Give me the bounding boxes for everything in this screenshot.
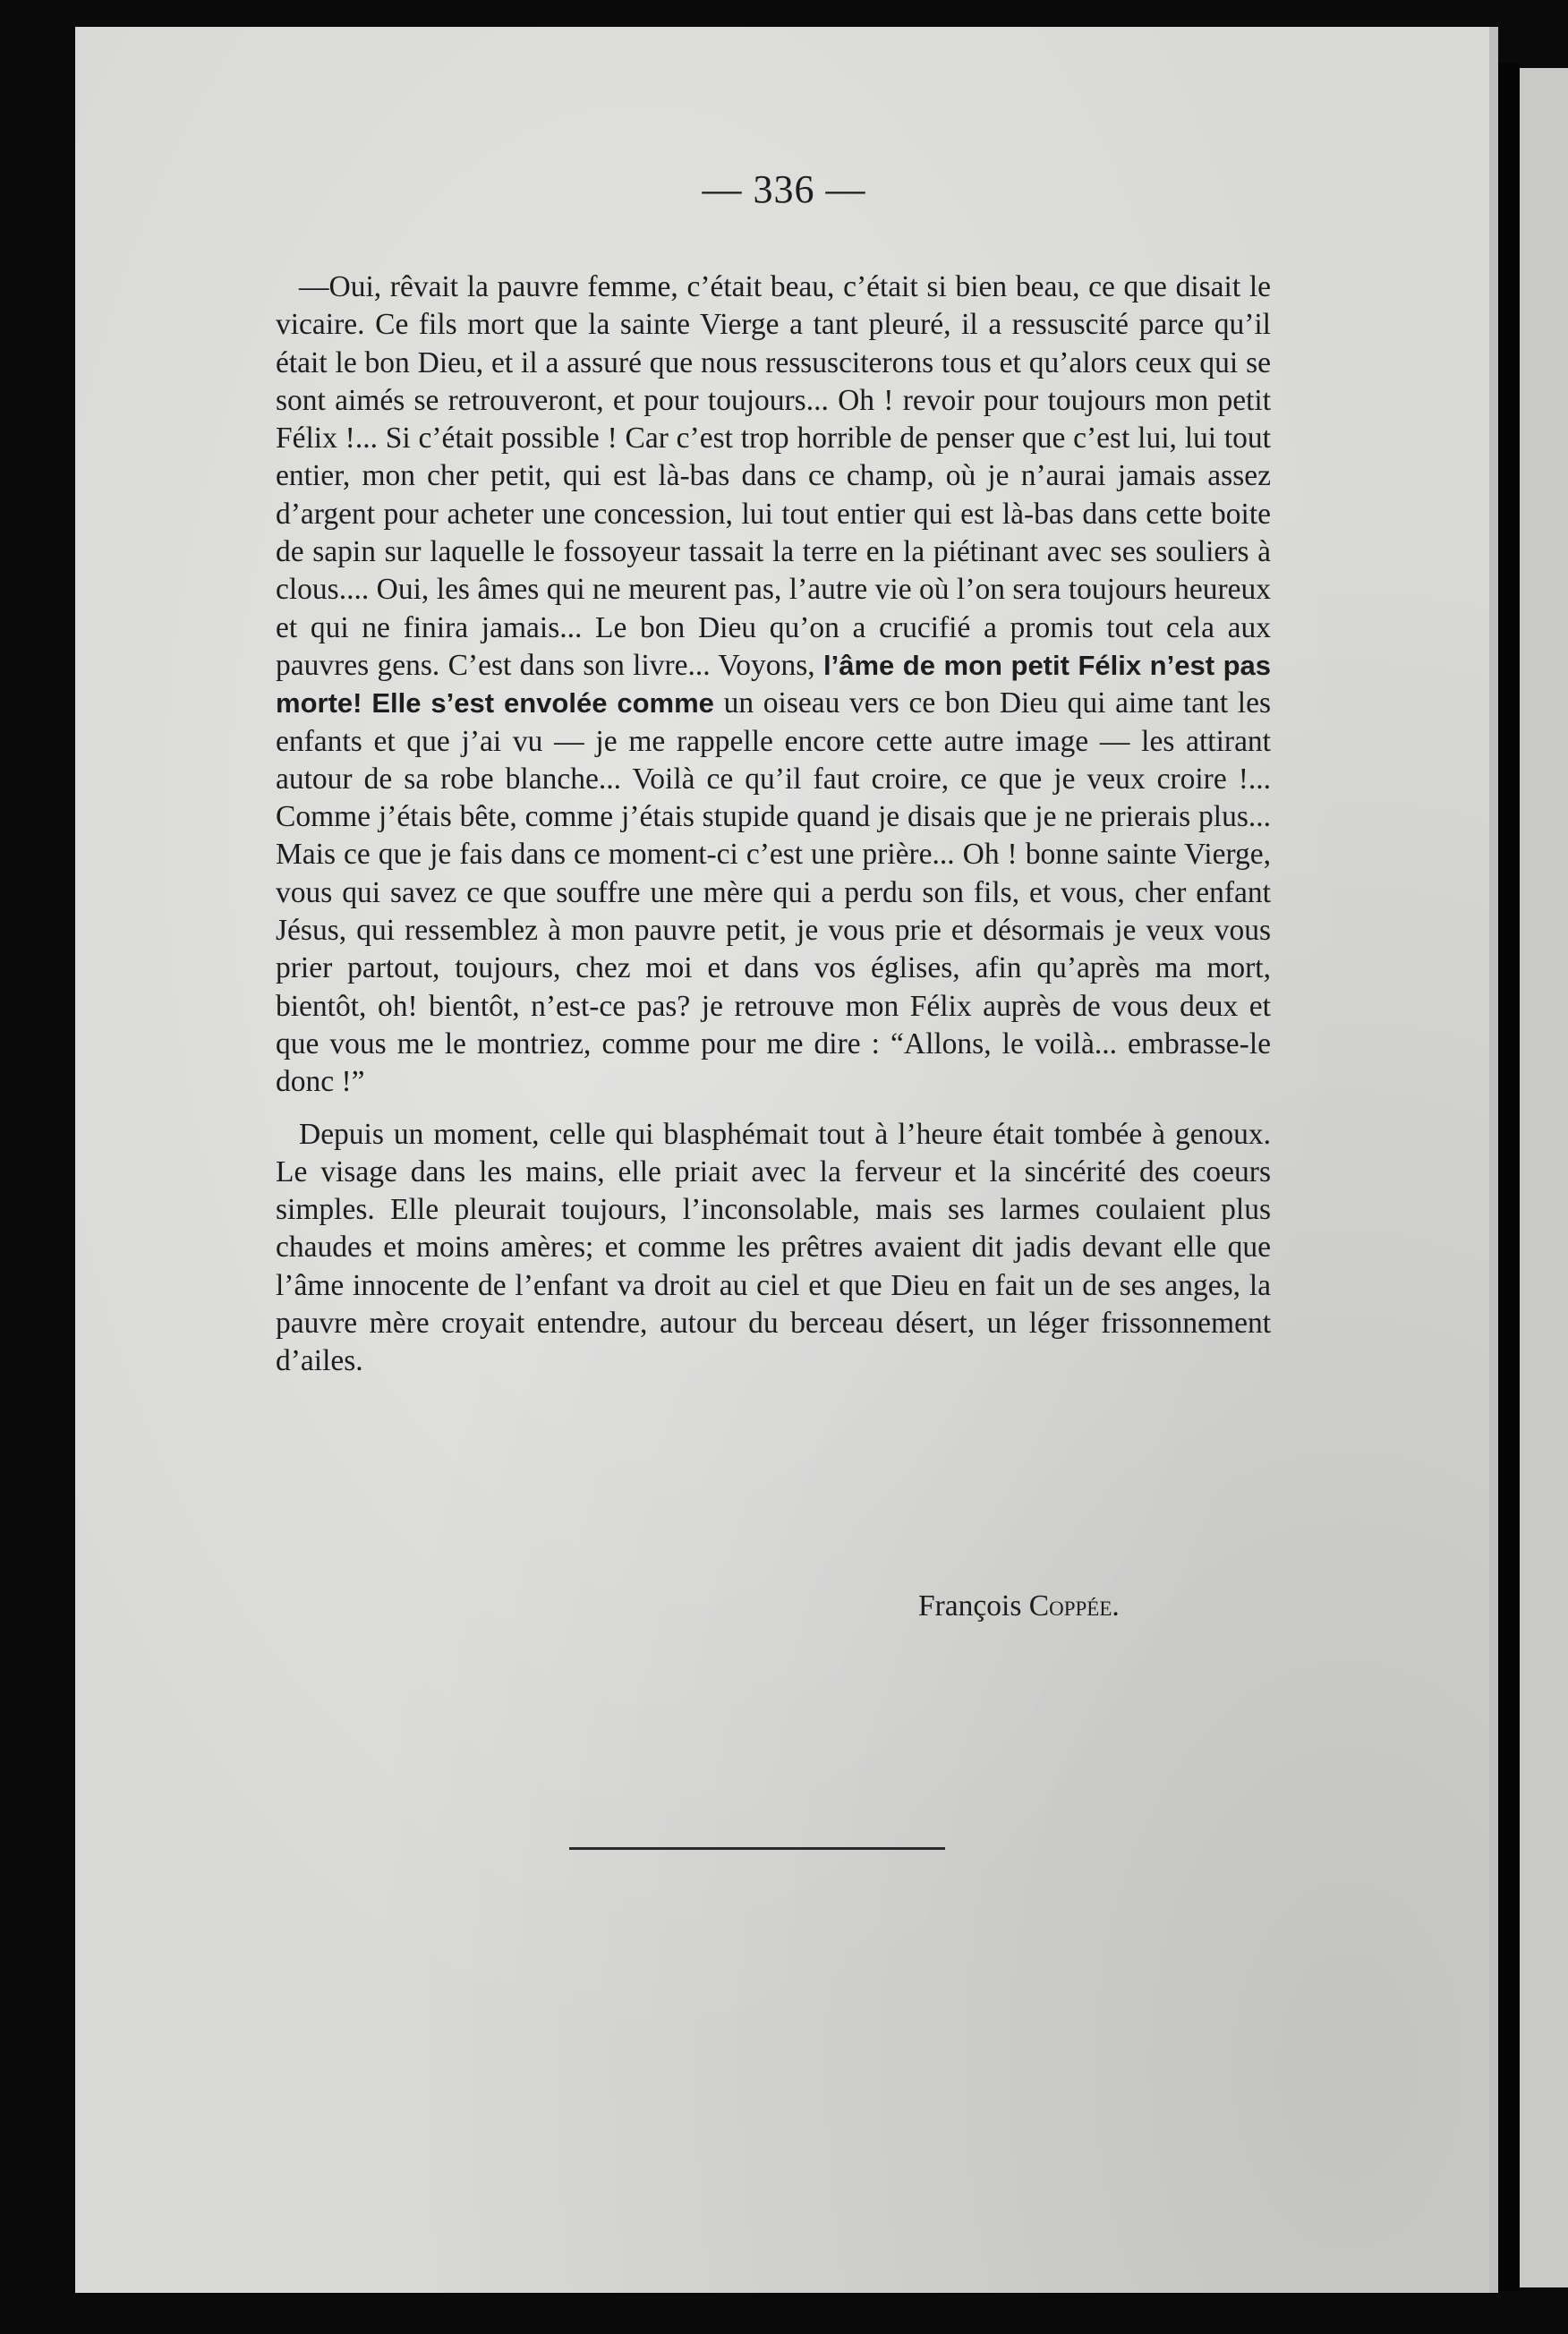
paragraph-2: Depuis un moment, celle qui blasphémait tout à l’heure était tombée à genoux. Le visage dans les mains, elle priait avec la ferveur et la sincérité des coeurs simples. Elle pleurait toujours, l’inconsolable, mais ses larmes coulaient plus chaudes et moins amères; et comme les prêtres avaient dit jadis devant elle que l’âme innocente de l’enfant va droit au ciel et que Dieu en fait un de ses anges, la pauvre mère croyait entendre, autour du berceau désert, un léger frissonnement d’ailes. <box>276 1117 1271 1378</box>
paragraph-1-bold-line: l’âme de mon petit Félix n’est pas morte! Elle s’est envolée comme <box>276 649 1271 720</box>
signature-first-name: François <box>918 1589 1022 1623</box>
page-number: — 336 — <box>702 167 866 211</box>
page-edge <box>1489 27 1498 2293</box>
book-spine-shadow <box>1498 63 1520 2291</box>
paragraph-1-part-1: —Oui, rêvait la pauvre femme, c’était beau, c’était si bien beau, ce que disait le vicaire. Ce fils mort que la sainte Vierge a tant pleuré, il a ressuscité parce qu’il était le bon Dieu, et il a assuré que nous ressusciterons tous et qu’alors ceux qui se sont aimés se retrouveront, et pour toujours... Oh ! revoir pour toujours mon petit Félix !... Si c’était possible ! Car c’est trop horrible de penser que c’est lui, lui tout entier, mon cher petit, qui est là-bas dans ce champ, où je n’aurai jamais assez d’argent pour acheter une concession, lui tout entier qui est là-bas dans cette boite de sapin sur laquelle le fossoyeur tassait la terre en la piétinant avec ses souliers à clous.... Oui, les âmes qui ne meurent pas, l’autre vie où l’on sera toujours heureux et qui ne finira jamais... Le bon Dieu qu’on a crucifié a promis tout cela aux pauvres gens. C’est dans son livre... Voyons, <box>276 270 1271 682</box>
body-text <box>276 268 1271 1381</box>
end-rule <box>569 1847 945 1850</box>
signature-last-name: Coppée. <box>1028 1589 1120 1623</box>
adjacent-page-edge <box>1520 68 1568 2287</box>
paragraph-1 <box>276 268 1271 1102</box>
author-signature <box>918 1589 1120 1623</box>
paragraph-1-part-2: un oiseau vers ce bon Dieu qui aime tant les enfants et que j’ai vu — je me rappelle encore cette autre image — les attirant autour de sa robe blanche... Voilà ce qu’il faut croire, ce que je veux croire !... Comme j’étais bête, comme j’étais stupide quand je disais que je ne prierais plus... Mais ce que je fais dans ce moment-ci c’est une prière... Oh ! bonne sainte Vierge, vous qui savez ce que souffre une mère qui a perdu son fils, et vous, cher enfant Jésus, qui ressemblez à mon pauvre petit, je vous prie et désormais je veux vous prier partout, toujours, chez moi et dans vos églises, afin qu’après ma mort, bientôt, oh! bientôt, n’est-ce pas? je retrouve mon Félix auprès de vous deux et que vous me le montriez, comme pour me dire : “Allons, le voilà... embrasse-le donc !” <box>276 686 1272 1099</box>
